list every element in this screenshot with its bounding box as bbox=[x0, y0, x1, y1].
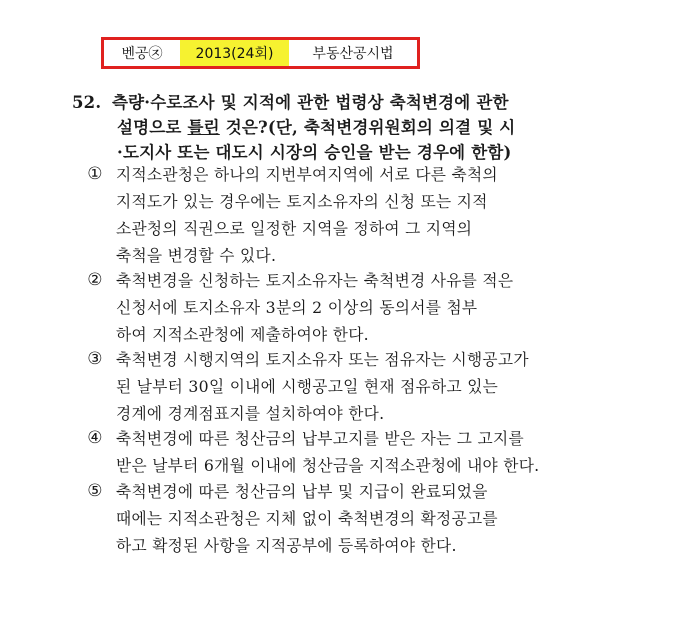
option-1-line: 소관청의 직권으로 일정한 지역을 정하여 그 지역의 bbox=[116, 219, 473, 238]
option-3-marker: ③ bbox=[87, 349, 103, 369]
option-5-marker: ⑤ bbox=[87, 481, 103, 501]
option-2-marker: ② bbox=[87, 270, 103, 290]
question-text-1: 측량·수로조사 및 지적에 관한 법령상 축척변경에 관한 bbox=[112, 93, 509, 112]
question-number: 52. bbox=[72, 93, 102, 112]
option-3-line: 축척변경 시행지역의 토지소유자 또는 점유자는 시행공고가 bbox=[116, 350, 529, 369]
option-1-line: 지적소관청은 하나의 지번부여지역에 서로 다른 축척의 bbox=[116, 165, 498, 184]
exam-category-label: 벤공㉨ bbox=[121, 46, 163, 62]
option-3[interactable] bbox=[72, 346, 592, 427]
question-keyword-wrong: 틀린 bbox=[187, 118, 220, 137]
option-4-line: 받은 날부터 6개월 이내에 청산금을 지적소관청에 내야 한다. bbox=[116, 456, 540, 475]
option-1-marker: ① bbox=[87, 164, 103, 184]
exam-subject-label: 부동산공시법 bbox=[312, 46, 394, 62]
option-2[interactable] bbox=[72, 267, 592, 348]
question-text-3: ·도지사 또는 대도시 시장의 승인을 받는 경우에 한함) bbox=[117, 143, 512, 162]
question-text-2b: 것은?(단, 축척변경위원회의 의결 및 시 bbox=[219, 118, 516, 137]
exam-header bbox=[101, 37, 420, 69]
option-4-line: 축척변경에 따른 청산금의 납부고지를 받은 자는 그 고지를 bbox=[116, 429, 524, 448]
question-stem bbox=[72, 90, 592, 165]
option-4[interactable] bbox=[72, 425, 592, 479]
question-line-2 bbox=[72, 115, 592, 140]
option-5-line: 축척변경에 따른 청산금의 납부 및 지급이 완료되었을 bbox=[116, 482, 488, 501]
option-5-line: 하고 확정된 사항을 지적공부에 등록하여야 한다. bbox=[116, 536, 457, 555]
option-1-line: 축척을 변경할 수 있다. bbox=[116, 246, 277, 265]
option-5-line: 때에는 지적소관청은 지체 없이 축척변경의 확정공고를 bbox=[116, 509, 498, 528]
option-2-line: 축척변경을 신청하는 토지소유자는 축척변경 사유를 적은 bbox=[116, 271, 514, 290]
option-3-line: 된 날부터 30일 이내에 시행공고일 현재 점유하고 있는 bbox=[116, 377, 499, 396]
option-5[interactable] bbox=[72, 478, 592, 559]
option-3-line: 경계에 경계점표지를 설치하여야 한다. bbox=[116, 404, 385, 423]
option-1[interactable] bbox=[72, 161, 592, 269]
question-text-2a: 설명으로 bbox=[117, 118, 188, 137]
question-line-1 bbox=[72, 90, 592, 115]
exam-year-label: 2013(24회) bbox=[180, 40, 289, 66]
option-4-marker: ④ bbox=[87, 428, 103, 448]
option-1-line: 지적도가 있는 경우에는 토지소유자의 신청 또는 지적 bbox=[116, 192, 488, 211]
option-2-line: 하여 지적소관청에 제출하여야 한다. bbox=[116, 325, 369, 344]
option-2-line: 신청서에 토지소유자 3분의 2 이상의 동의서를 첨부 bbox=[116, 298, 478, 317]
